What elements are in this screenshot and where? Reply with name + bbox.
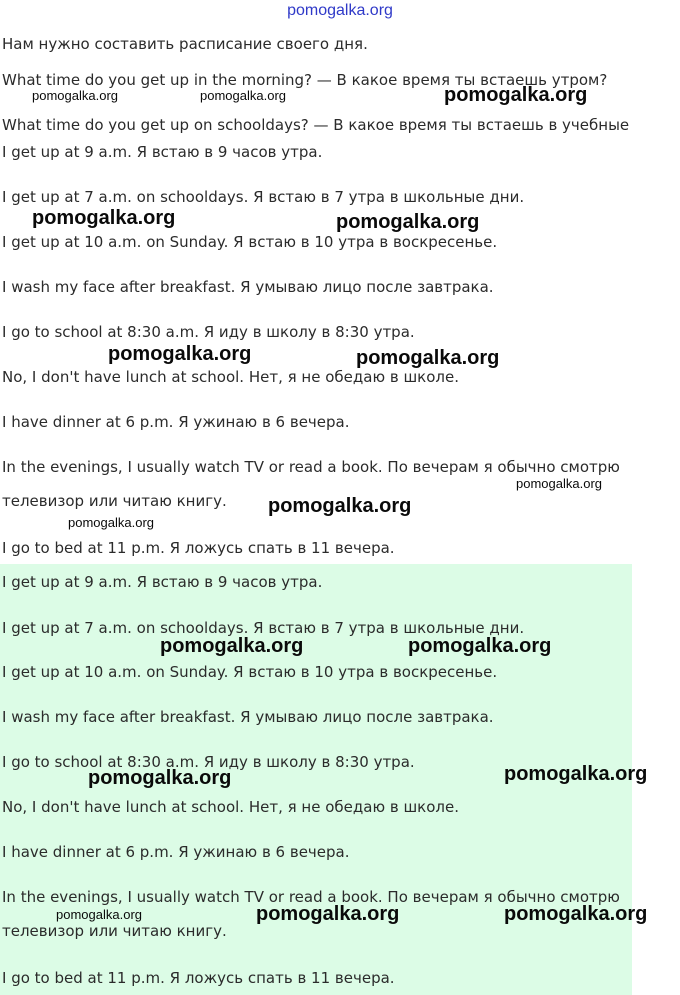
intro-text: Нам нужно составить расписание своего дня.: [2, 35, 368, 53]
box-line-5: I go to school at 8:30 a.m. Я иду в школу в 8:30 утра.: [2, 753, 415, 771]
box-line-2: I get up at 7 a.m. on schooldays. Я встаю в 7 утра в школьные дни.: [2, 619, 525, 637]
box-line-1: I get up at 9 a.m. Я встаю в 9 часов утра.: [2, 573, 323, 591]
watermark: pomogalka.org: [32, 88, 118, 103]
answer-line-3: I get up at 10 a.m. on Sunday. Я встаю в 10 утра в воскресенье.: [2, 233, 498, 251]
watermark: pomogalka.org: [160, 635, 304, 657]
box-line-8: In the evenings, I usually watch TV or read a book. По вечерам я обычно смотрю телевизор или читаю книгу.: [2, 888, 620, 940]
watermark: pomogalka.org: [408, 635, 552, 657]
watermark: pomogalka.org: [68, 515, 154, 530]
answer-line-7: I have dinner at 6 p.m. Я ужинаю в 6 вечера.: [2, 413, 350, 431]
box-line-4: I wash my face after breakfast. Я умываю лицо после завтрака.: [2, 708, 494, 726]
box-line-7: I have dinner at 6 p.m. Я ужинаю в 6 вечера.: [2, 843, 350, 861]
answer-line-5: I go to school at 8:30 a.m. Я иду в школу в 8:30 утра.: [2, 323, 415, 341]
box-line-9: I go to bed at 11 p.m. Я ложусь спать в 11 вечера.: [2, 969, 395, 987]
watermark: pomogalka.org: [108, 343, 252, 365]
watermark: pomogalka.org: [336, 211, 480, 233]
watermark: pomogalka.org: [200, 88, 286, 103]
answer-line-9: I go to bed at 11 p.m. Я ложусь спать в 11 вечера.: [2, 539, 395, 557]
site-header-link[interactable]: pomogalka.org: [287, 2, 393, 19]
watermark: pomogalka.org: [504, 763, 648, 785]
question-2: What time do you get up on schooldays? — В какое время ты встаешь в учебные: [2, 116, 630, 134]
box-line-3: I get up at 10 a.m. on Sunday. Я встаю в 10 утра в воскресенье.: [2, 663, 498, 681]
answer-line-1: I get up at 9 a.m. Я встаю в 9 часов утра.: [2, 143, 323, 161]
answer-line-8: In the evenings, I usually watch TV or read a book. По вечерам я обычно смотрю телевизор или читаю книгу.: [2, 458, 620, 510]
watermark: pomogalka.org: [444, 84, 588, 106]
answer-line-4: I wash my face after breakfast. Я умываю лицо после завтрака.: [2, 278, 494, 296]
watermark: pomogalka.org: [256, 903, 400, 925]
watermark: pomogalka.org: [88, 767, 232, 789]
watermark: pomogalka.org: [516, 476, 602, 491]
question-1: What time do you get up in the morning? — В какое время ты встаешь утром?: [2, 71, 608, 89]
watermark: pomogalka.org: [56, 907, 142, 922]
watermark: pomogalka.org: [504, 903, 648, 925]
box-line-6: No, I don't have lunch at school. Нет, я не обедаю в школе.: [2, 798, 459, 816]
watermark: pomogalka.org: [32, 207, 176, 229]
answer-line-2: I get up at 7 a.m. on schooldays. Я встаю в 7 утра в школьные дни.: [2, 188, 525, 206]
answer-line-6: No, I don't have lunch at school. Нет, я не обедаю в школе.: [2, 368, 459, 386]
watermark: pomogalka.org: [268, 495, 412, 517]
watermark: pomogalka.org: [356, 347, 500, 369]
